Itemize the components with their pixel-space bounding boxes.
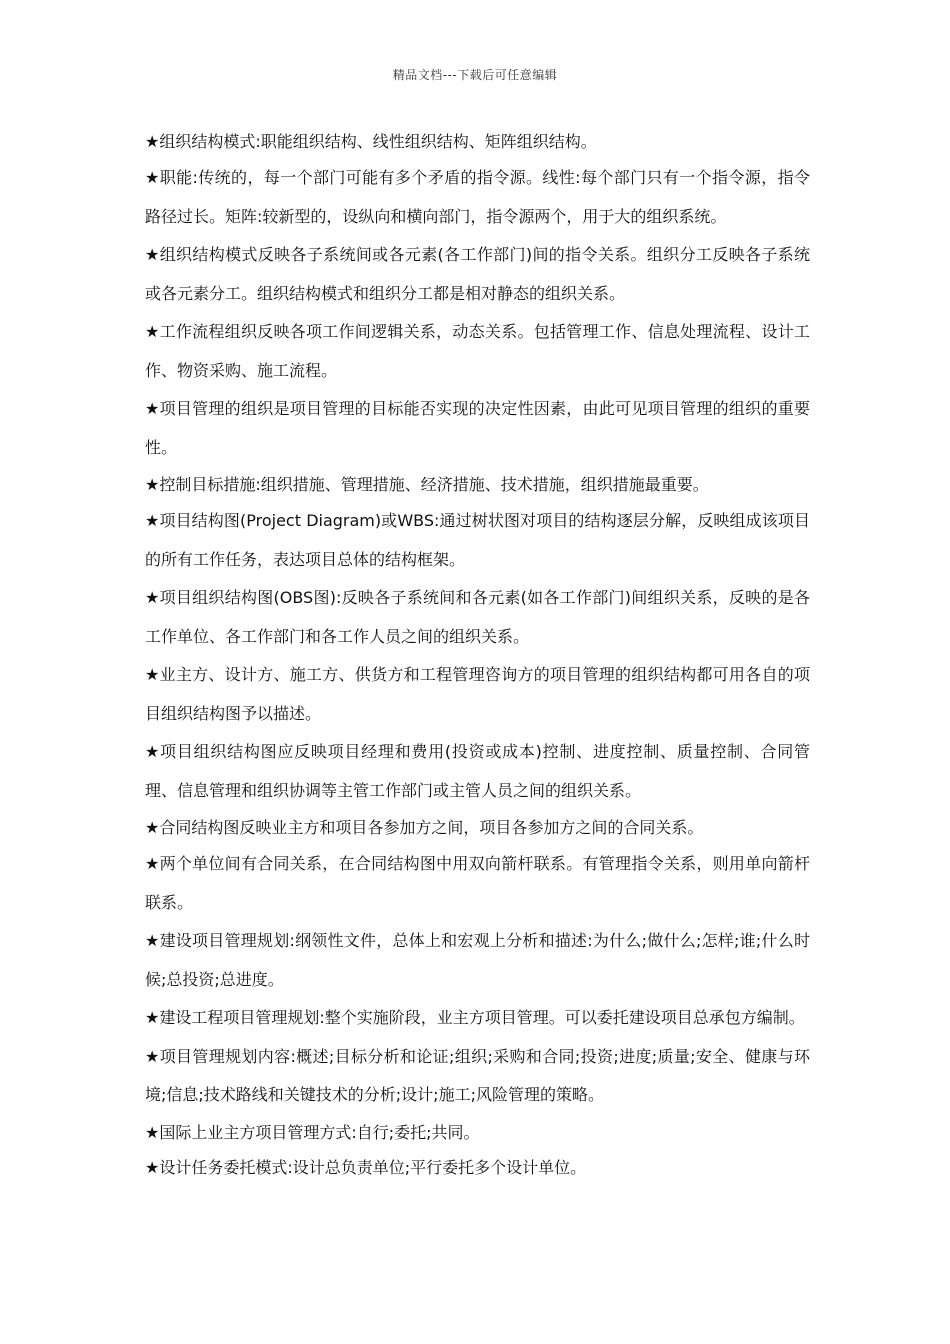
paragraph: ★项目管理的组织是项目管理的目标能否实现的决定性因素，由此可见项目管理的组织的重要性。 <box>145 399 810 457</box>
paragraph: ★建设工程项目管理规划:整个实施阶段，业主方项目管理。可以委托建设项目总承包方编制。 <box>145 1008 805 1027</box>
paragraph: ★业主方、设计方、施工方、供货方和工程管理咨询方的项目管理的组织结构都可用各自的项目组织结构图予以描述。 <box>145 665 810 723</box>
paragraph: ★组织结构模式:职能组织结构、线性组织结构、矩阵组织结构。 <box>145 132 597 151</box>
paragraph: ★控制目标措施:组织措施、管理措施、经济措施、技术措施，组织措施最重要。 <box>145 475 709 494</box>
paragraph: ★两个单位间有合同关系，在合同结构图中用双向箭杆联系。有管理指令关系，则用单向箭杆联系。 <box>145 854 810 912</box>
paragraph: ★项目组织结构图(OBS图):反映各子系统间和各元素(如各工作部门)间组织关系，反映的是各工作单位、各工作部门和各工作人员之间的组织关系。 <box>145 588 810 646</box>
paragraph: ★工作流程组织反映各项工作间逻辑关系，动态关系。包括管理工作、信息处理流程、设计工作、物资采购、施工流程。 <box>145 322 810 380</box>
paragraph: ★项目管理规划内容:概述;目标分析和论证;组织;采购和合同;投资;进度;质量;安全、健康与环境;信息;技术路线和关键技术的分析;设计;施工;风险管理的策略。 <box>145 1046 810 1104</box>
paragraph: ★设计任务委托模式:设计总负责单位;平行委托多个设计单位。 <box>145 1157 587 1177</box>
paragraph: ★建设项目管理规划:纲领性文件，总体上和宏观上分析和描述:为什么;做什么;怎样;谁;什么时候;总投资;总进度。 <box>145 931 810 989</box>
page-header: 精品文档---下载后可任意编辑 <box>392 68 558 82</box>
document-body <box>145 124 810 1185</box>
paragraph: ★国际上业主方项目管理方式:自行;委托;共同。 <box>145 1122 480 1142</box>
paragraph: ★项目结构图(Project Diagram)或WBS:通过树状图对项目的结构逐层分解，反映组成该项目的所有工作任务，表达项目总体的结构框架。 <box>145 511 810 569</box>
paragraph: ★合同结构图反映业主方和项目各参加方之间，项目各参加方之间的合同关系。 <box>145 818 704 837</box>
paragraph: ★组织结构模式反映各子系统间或各元素(各工作部门)间的指令关系。组织分工反映各子系统或各元素分工。组织结构模式和组织分工都是相对静态的组织关系。 <box>145 245 810 303</box>
paragraph: ★职能:传统的，每一个部门可能有多个矛盾的指令源。线性:每个部门只有一个指令源，指令路径过长。矩阵:较新型的，设纵向和横向部门，指令源两个，用于大的组织系统。 <box>145 168 810 226</box>
paragraph: ★项目组织结构图应反映项目经理和费用(投资或成本)控制、进度控制、质量控制、合同管理、信息管理和组织协调等主管工作部门或主管人员之间的组织关系。 <box>145 742 810 800</box>
